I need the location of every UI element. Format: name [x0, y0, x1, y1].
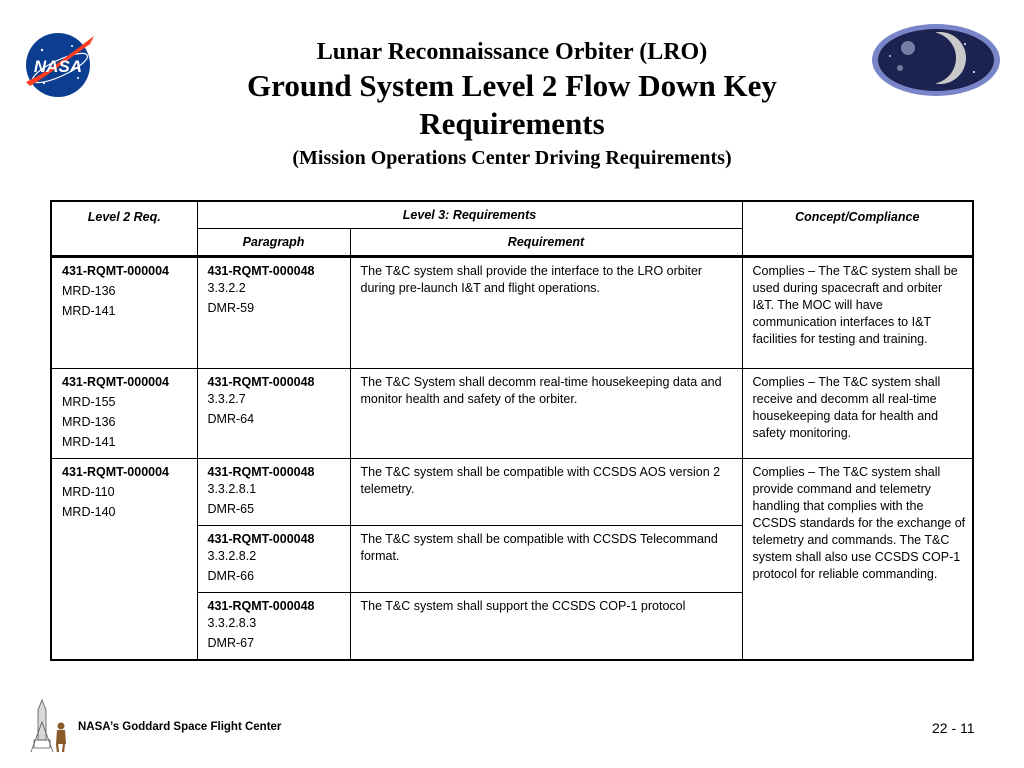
- rocket-icon: [28, 696, 74, 754]
- table-row: [51, 459, 973, 526]
- paragraph-cell: [197, 257, 350, 369]
- concept-cell: [742, 257, 973, 369]
- requirement-cell: [350, 526, 742, 593]
- requirement-cell: [350, 369, 742, 459]
- requirement-cell: [350, 459, 742, 526]
- slide-title: [160, 38, 864, 170]
- title-line-3: (Mission Operations Center Driving Requirements): [292, 147, 732, 169]
- requirement-text: The T&C system shall be compatible with CCSDS AOS version 2 telemetry.: [360, 465, 721, 496]
- level2-ref: MRD-136: [62, 415, 116, 429]
- concept-cell: [742, 459, 973, 661]
- paragraph-cell: [197, 459, 350, 526]
- level2-ref: MRD-136: [62, 284, 116, 298]
- concept-cell: [742, 369, 973, 459]
- paragraph-dmr: DMR-59: [207, 301, 255, 315]
- header-requirement: Requirement: [350, 229, 742, 257]
- level2-ref: MRD-141: [62, 304, 116, 318]
- requirement-cell: [350, 257, 742, 369]
- paragraph-number: 3.3.2.7: [207, 392, 246, 406]
- requirements-table: [50, 200, 974, 661]
- paragraph-id: 431-RQMT-000048: [207, 375, 315, 389]
- nasa-logo-text: NASA: [33, 57, 83, 76]
- concept-text: Complies – The T&C system shall be used during spacecraft and orbiter I&T. The MOC will have communication interfaces to I&T facilities for testing and training.: [752, 264, 958, 346]
- paragraph-id: 431-RQMT-000048: [207, 599, 315, 613]
- paragraph-cell: [197, 526, 350, 593]
- paragraph-id: 431-RQMT-000048: [207, 264, 315, 278]
- paragraph-number: 3.3.2.2: [207, 281, 246, 295]
- center-name: NASA’s Goddard Space Flight Center: [78, 721, 282, 733]
- paragraph-dmr: DMR-64: [207, 412, 255, 426]
- concept-text: Complies – The T&C system shall provide command and telemetry handling that complies with the CCSDS standards for the exchange of telemetry and commands. The T&C system shall also use CCSDS COP-1 protocol for reliable commanding.: [752, 465, 966, 581]
- level2-id: 431-RQMT-000004: [62, 264, 170, 278]
- lro-logo: [870, 22, 1002, 98]
- table-row: [51, 369, 973, 459]
- nasa-logo: [20, 28, 98, 100]
- requirement-text: The T&C system shall provide the interface to the LRO orbiter during pre-launch I&T and flight operations.: [360, 264, 703, 295]
- paragraph-number: 3.3.2.8.2: [207, 549, 257, 563]
- level2-cell: [51, 257, 197, 369]
- page-number: 22 - 11: [932, 720, 975, 736]
- header-paragraph: Paragraph: [197, 229, 350, 257]
- paragraph-number: 3.3.2.8.1: [207, 482, 257, 496]
- level2-ref: MRD-140: [62, 505, 116, 519]
- level2-ref: MRD-141: [62, 435, 116, 449]
- paragraph-dmr: DMR-67: [207, 636, 255, 650]
- paragraph-cell: [197, 593, 350, 661]
- requirement-text: The T&C System shall decomm real-time housekeeping data and monitor health and safety of the orbiter.: [360, 375, 722, 406]
- concept-text: Complies – The T&C system shall receive and decomm all real-time housekeeping data for health and safety monitoring.: [752, 375, 941, 440]
- requirement-text: The T&C system shall be compatible with CCSDS Telecommand format.: [360, 532, 718, 563]
- level2-cell: [51, 459, 197, 661]
- level2-cell: [51, 369, 197, 459]
- paragraph-dmr: DMR-66: [207, 569, 255, 583]
- table-row: [51, 257, 973, 369]
- paragraph-id: 431-RQMT-000048: [207, 532, 315, 546]
- paragraph-cell: [197, 369, 350, 459]
- requirement-text: The T&C system shall support the CCSDS COP-1 protocol: [360, 599, 686, 613]
- title-line-2: Ground System Level 2 Flow Down Key Requirements: [247, 68, 777, 141]
- title-line-1: Lunar Reconnaissance Orbiter (LRO): [316, 39, 708, 65]
- requirement-cell: [350, 593, 742, 661]
- level2-id: 431-RQMT-000004: [62, 375, 170, 389]
- level2-ref: MRD-155: [62, 395, 116, 409]
- paragraph-dmr: DMR-65: [207, 502, 255, 516]
- level2-ref: MRD-110: [62, 485, 115, 499]
- paragraph-number: 3.3.2.8.3: [207, 616, 257, 630]
- paragraph-id: 431-RQMT-000048: [207, 465, 315, 479]
- level2-id: 431-RQMT-000004: [62, 465, 170, 479]
- header-level3: Level 3: Requirements: [197, 201, 742, 229]
- header-level2: Level 2 Req.: [51, 201, 197, 257]
- header-concept: Concept/Compliance: [742, 201, 973, 257]
